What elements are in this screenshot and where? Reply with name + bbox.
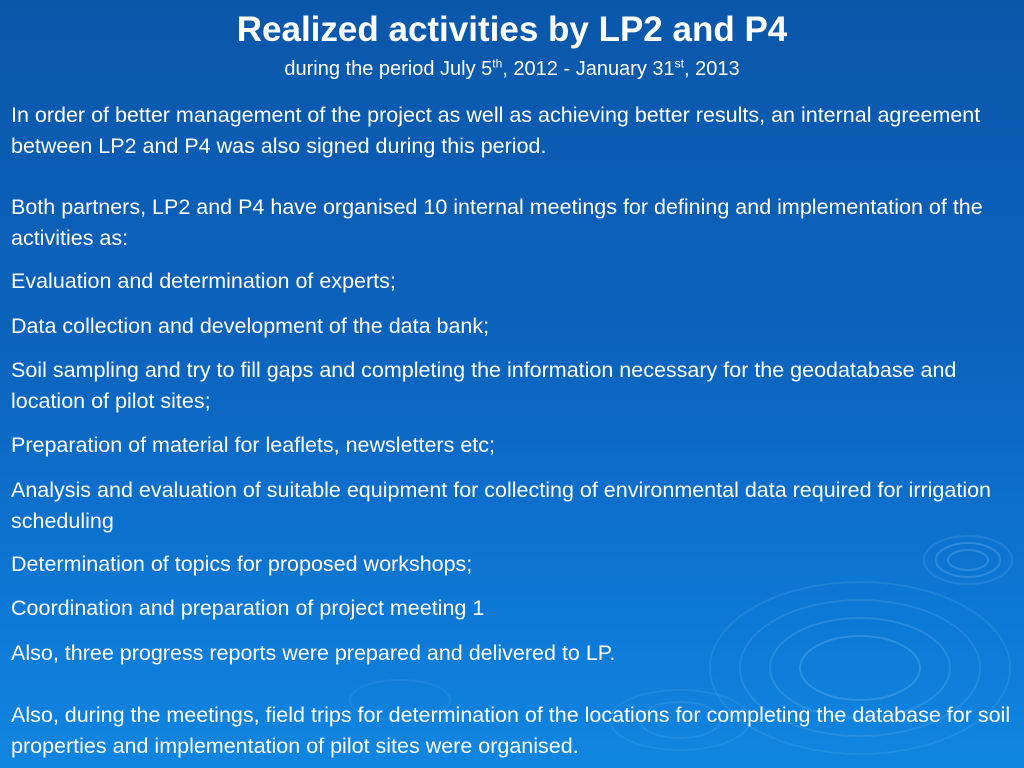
paragraph-agreement: In order of better management of the project as well as achieving better results, an internal agreement between LP2 and P4 was also signed during this period.	[11, 103, 981, 158]
subtitle-superscript: th	[492, 56, 503, 71]
activity-item: Determination of topics for proposed workshops;	[11, 552, 473, 576]
activity-item: Evaluation and determination of experts;	[11, 269, 396, 293]
subtitle-text: , 2012 - January 31	[502, 58, 675, 80]
slide-title: Realized activities by LP2 and P4	[236, 10, 788, 49]
activity-item: Soil sampling and try to fill gaps and completing the information necessary for the geodatabase and location of pilot sites;	[11, 358, 957, 413]
paragraph-field-trips: Also, during the meetings, field trips for determination of the locations for completing the database for soil properties and implementation of pilot sites were organised.	[11, 703, 1011, 758]
activity-item: Data collection and development of the data bank;	[11, 314, 490, 338]
subtitle-text: during the period July 5	[284, 58, 493, 80]
subtitle-text: , 2013	[684, 58, 740, 80]
subtitle-superscript: st	[674, 56, 684, 71]
paragraph-meetings-intro: Both partners, LP2 and P4 have organised 10 internal meetings for defining and implementation of the activities as:	[11, 195, 983, 250]
activity-item: Coordination and preparation of project meeting 1	[11, 596, 485, 620]
activity-item: Analysis and evaluation of suitable equipment for collecting of environmental data required for irrigation scheduling	[11, 478, 992, 533]
slide-subtitle	[0, 55, 1024, 83]
activity-item: Preparation of material for leaflets, newsletters etc;	[11, 433, 495, 457]
paragraph-progress-reports: Also, three progress reports were prepared and delivered to LP.	[11, 641, 616, 665]
